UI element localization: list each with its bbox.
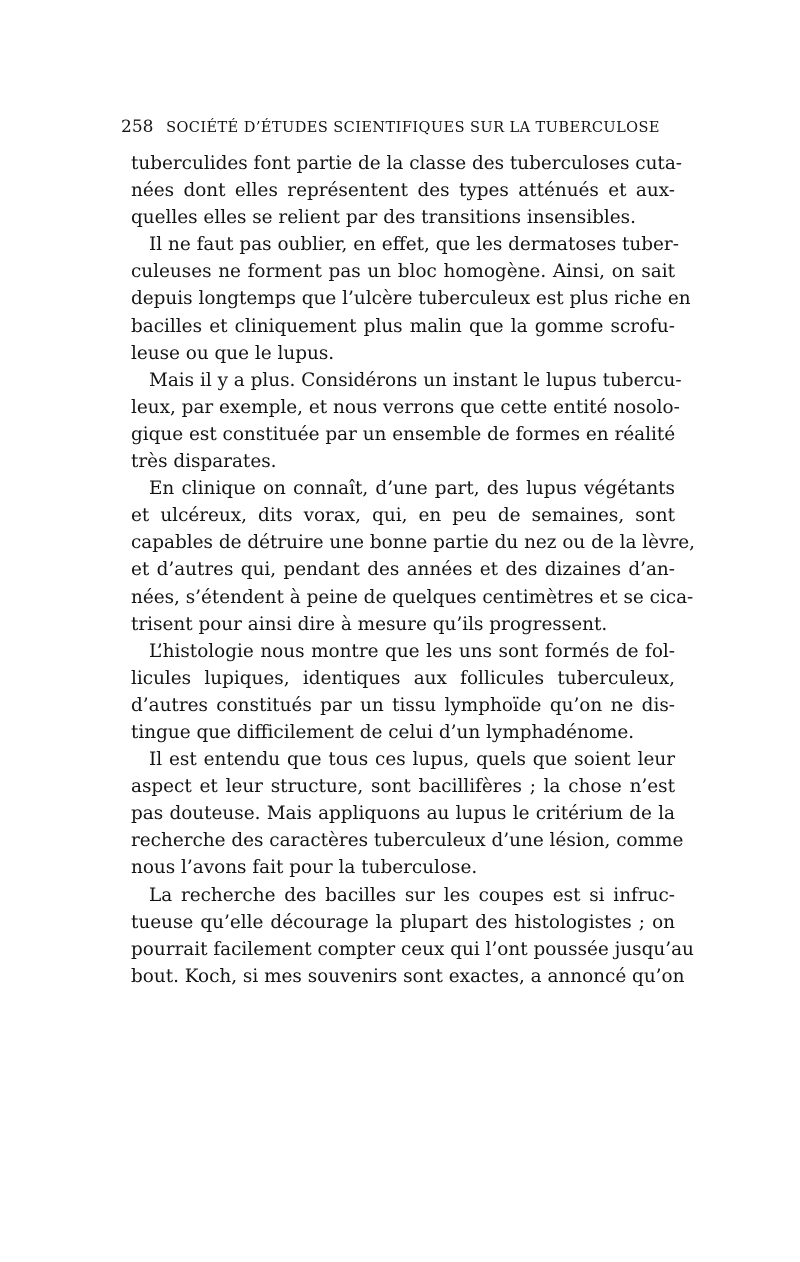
text-line: aspect et leur structure, sont bacillifères ; la chose n’est xyxy=(131,776,675,798)
running-header xyxy=(121,114,660,140)
text-line: culeuses ne forment pas un bloc homogène. Ainsi, on sait xyxy=(131,261,675,283)
page-number: 258 xyxy=(121,117,154,137)
text-line: pas douteuse. Mais appliquons au lupus le critérium de la xyxy=(131,803,675,825)
text-line: recherche des caractères tuberculeux d’une lésion, comme xyxy=(131,830,684,852)
text-line: tuberculides font partie de la classe des tuberculoses cuta- xyxy=(131,153,683,174)
text-line: bacilles et cliniquement plus malin que la gomme scrofu- xyxy=(131,315,675,337)
text-line: et ulcéreux, dits vorax, qui, en peu de semaines, sont xyxy=(131,505,675,527)
text-line: leuse ou que le lupus. xyxy=(131,342,335,364)
text-line: bout. Koch, si mes souvenirs sont exactes, a annoncé qu’on xyxy=(131,965,685,987)
text-line: tueuse qu’elle décourage la plupart des histologistes ; on xyxy=(131,911,675,933)
text-line: licules lupiques, identiques aux follicules tuberculeux, xyxy=(131,667,675,689)
text-line: depuis longtemps que l’ulcère tuberculeux est plus riche en xyxy=(131,288,691,310)
text-line: Il est entendu que tous ces lupus, quels que soient leur xyxy=(149,749,675,771)
text-line: très disparates. xyxy=(131,451,277,473)
text-line: gique est constituée par un ensemble de formes en réalité xyxy=(131,423,676,445)
text-line: nées dont elles représentent des types atténués et aux- xyxy=(131,180,675,202)
text-line: pourrait facilement compter ceux qui l’ont poussée jusqu’au xyxy=(131,938,694,960)
text-line: Mais il y a plus. Considérons un instant le lupus tubercu- xyxy=(149,369,682,391)
text-line: capables de détruire une bonne partie du nez ou de la lèvre, xyxy=(131,532,695,554)
text-line: En clinique on connaît, d’une part, des lupus végétants xyxy=(149,478,675,500)
text-line: quelles elles se relient par des transitions insensibles. xyxy=(131,207,636,229)
text-line: Il ne faut pas oublier, en effet, que les dermatoses tuber- xyxy=(149,234,679,256)
text-line: trisent pour ainsi dire à mesure qu’ils progressent. xyxy=(131,613,608,635)
text-line: d’autres constitués par un tissu lymphoïde qu’on ne dis- xyxy=(131,694,675,716)
text-line: leux, par exemple, et nous verrons que cette entité nosolo- xyxy=(131,396,680,418)
text-line: et d’autres qui, pendant des années et des dizaines d’an- xyxy=(131,559,675,581)
body-text xyxy=(131,150,695,990)
running-title: SOCIÉTÉ D’ÉTUDES SCIENTIFIQUES SUR LA TUBERCULOSE xyxy=(166,120,660,136)
text-line: nées, s’étendent à peine de quelques centimètres et se cica- xyxy=(131,586,694,608)
text-line: L’histologie nous montre que les uns sont formés de fol- xyxy=(149,640,675,662)
text-line: tingue que difficilement de celui d’un lymphadénome. xyxy=(131,721,635,743)
text-line: La recherche des bacilles sur les coupes est si infruc- xyxy=(149,884,675,906)
text-line: nous l’avons fait pour la tuberculose. xyxy=(131,857,478,879)
